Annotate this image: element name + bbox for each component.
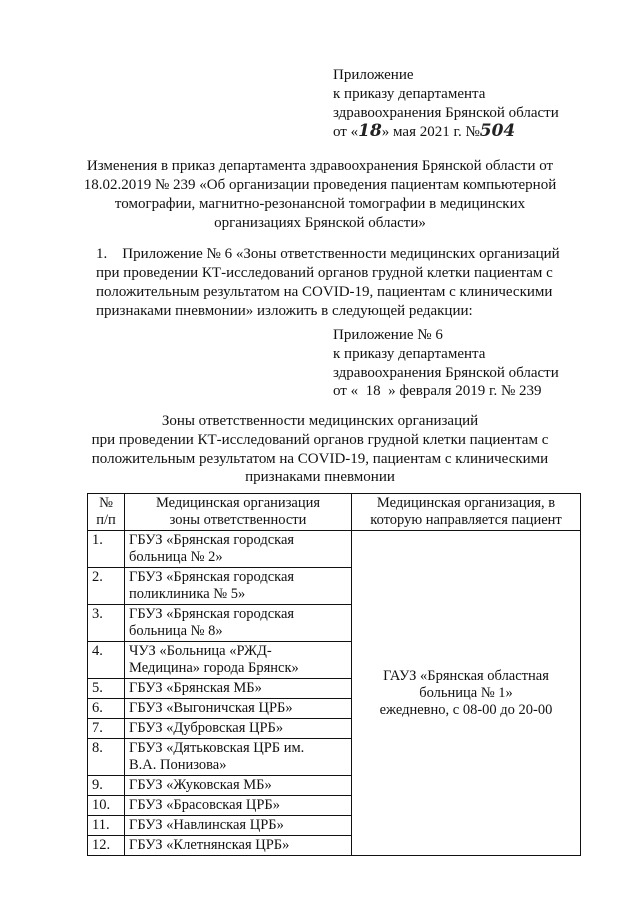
zones-title-line: положительным результатом на COVID-19, пациентам с клиническими (91, 451, 549, 467)
row-num: 2. (88, 568, 125, 605)
zones-title-line: Зоны ответственности медицинских организаций (161, 413, 479, 429)
paragraph-line: положительным результатом на COVID-19, пациентам с клиническими (96, 284, 553, 300)
row-org-line: ЧУЗ «Больница «РЖД- (129, 643, 272, 659)
row-org: ГБУЗ «Брасовская ЦРБ» (125, 796, 352, 816)
row-org-line: ГБУЗ «Брянская городская (129, 606, 295, 622)
row-num: 3. (88, 605, 125, 642)
row-num: 8. (88, 739, 125, 776)
header-num (88, 494, 125, 531)
row-num: 7. (88, 719, 125, 739)
row-org (125, 605, 352, 642)
header-num-line: п/п (96, 512, 116, 528)
row-num: 6. (88, 699, 125, 719)
handwritten-number: 504 (479, 121, 516, 141)
table-row (88, 531, 581, 568)
target-hours: ежедневно, с 08-00 до 20-00 (379, 701, 553, 718)
row-org-line: больница № 8» (129, 623, 223, 639)
header-num-line: № (99, 495, 113, 511)
row-org-line: ГБУЗ «Брянская городская (129, 532, 295, 548)
row-org (125, 568, 352, 605)
header-target-line: которую направляется пациент (370, 512, 562, 528)
paragraph-line: признаками пневмонии» изложить в следующей редакции: (96, 303, 473, 319)
appendix-6-line: здравоохранения Брянской области (333, 365, 559, 381)
appendix-6-line: к приказу департамента (333, 346, 486, 362)
row-org-line: ГБУЗ «Брянская городская (129, 569, 295, 585)
zones-title-line: при проведении КТ-исследований органов грудной клетки пациентам с (91, 432, 549, 448)
row-org-line: ГБУЗ «Дятьковская ЦРБ им. (129, 740, 305, 756)
row-org: ГБУЗ «Клетнянская ЦРБ» (125, 836, 352, 856)
row-num: 4. (88, 642, 125, 679)
header-target (352, 494, 581, 531)
changes-title-line: организациях Брянской области» (214, 215, 426, 231)
row-org-line: больница № 2» (129, 549, 223, 565)
row-org: ГБУЗ «Жуковская МБ» (125, 776, 352, 796)
table-header-row (88, 494, 581, 531)
paragraph-line: при проведении КТ-исследований органов грудной клетки пациентам с (96, 265, 553, 281)
target-org-line: больница № 1» (419, 684, 513, 701)
row-num: 10. (88, 796, 125, 816)
row-org: ГБУЗ «Навлинская ЦРБ» (125, 816, 352, 836)
header-org-line: зоны ответственности (169, 512, 307, 528)
header-target-line: Медицинская организация, в (376, 495, 556, 511)
paragraph-line: 1. Приложение № 6 «Зоны ответственности медицинских организаций (96, 246, 560, 262)
row-num: 11. (88, 816, 125, 836)
target-org-line: ГАУЗ «Брянская областная (383, 667, 549, 684)
appendix-line-2: к приказу департамента (333, 86, 486, 102)
appendix-title: Приложение (333, 67, 414, 83)
changes-title-line: томографии, магнитно-резонансной томографии в медицинских (114, 196, 526, 212)
row-org (125, 739, 352, 776)
appendix-6-date: от « 18 » февраля 2019 г. № 239 (333, 383, 542, 399)
row-org (125, 642, 352, 679)
appendix-date (333, 122, 515, 142)
appendix-6-title: Приложение № 6 (333, 327, 443, 343)
date-middle: » мая 2021 г. № (381, 124, 480, 140)
row-org-line: поликлиника № 5» (129, 586, 246, 602)
row-num: 1. (88, 531, 125, 568)
handwritten-day: 18 (358, 121, 382, 141)
changes-title-line: 18.02.2019 № 239 «Об организации проведения пациентам компьютерной (83, 177, 557, 193)
header-org-line: Медицинская организация (155, 495, 321, 511)
changes-title-line: Изменения в приказ департамента здравоохранения Брянской области от (86, 158, 554, 174)
row-org-line: Медицина» города Брянск» (129, 660, 299, 676)
zones-title-line: признаками пневмонии (245, 469, 395, 485)
row-org (125, 531, 352, 568)
row-num: 9. (88, 776, 125, 796)
target-org-cell (352, 531, 581, 856)
row-org: ГБУЗ «Брянская МБ» (125, 679, 352, 699)
appendix-line-3: здравоохранения Брянской области (333, 105, 559, 121)
date-prefix: от « (333, 124, 359, 140)
row-org: ГБУЗ «Выгоничская ЦРБ» (125, 699, 352, 719)
header-org (125, 494, 352, 531)
row-org-line: В.А. Понизова» (129, 757, 227, 773)
zones-table (87, 493, 581, 856)
row-num: 5. (88, 679, 125, 699)
row-org: ГБУЗ «Дубровская ЦРБ» (125, 719, 352, 739)
row-num: 12. (88, 836, 125, 856)
